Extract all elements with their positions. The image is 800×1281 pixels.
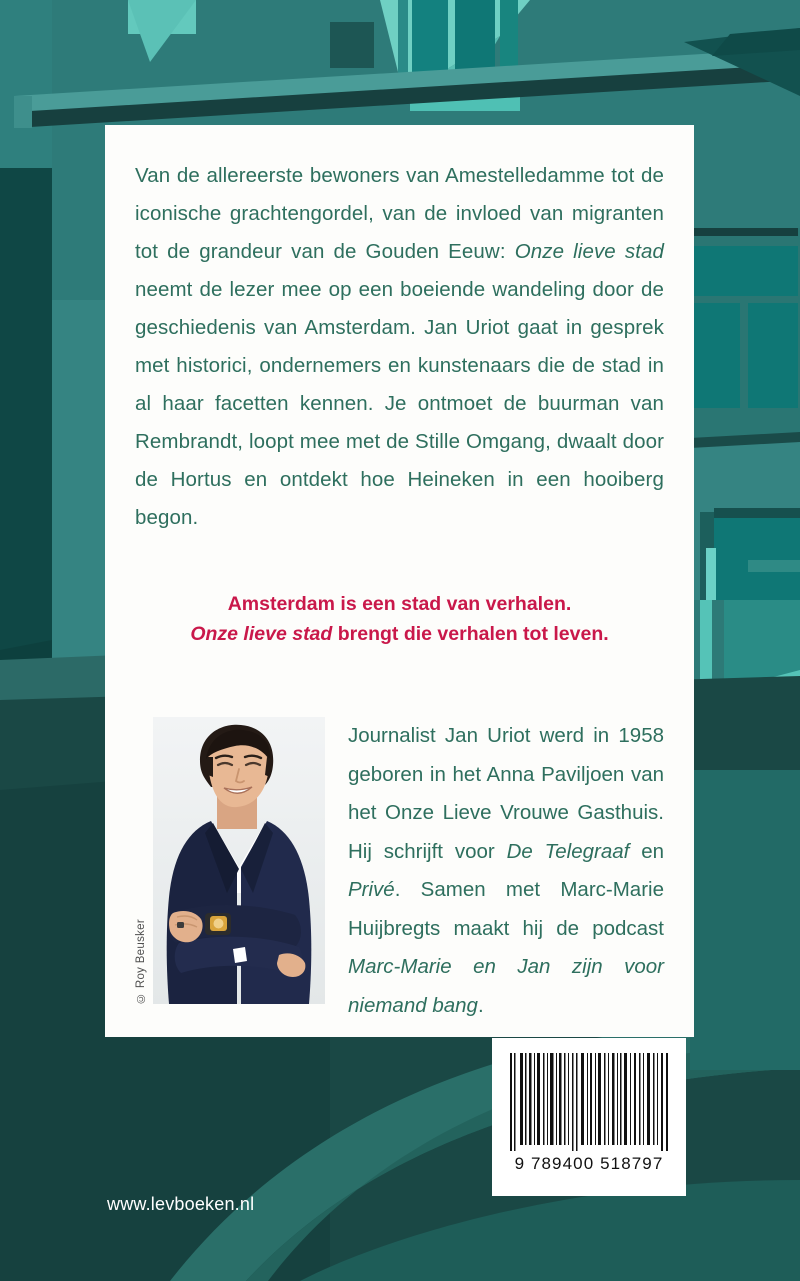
photo-credit: © Roy Beusker: [135, 919, 147, 1004]
tagline-line-1: Amsterdam is een stad van verhalen.: [227, 593, 572, 615]
bio-italic-prive: Privé: [348, 878, 395, 901]
bio-italic-podcast: Marc-Marie en Jan zijn voor niemand bang: [348, 955, 664, 1017]
barcode-number: 9 789400 518797: [514, 1154, 664, 1173]
tagline-line-2: [135, 619, 664, 649]
blurb-card: [105, 125, 694, 1037]
author-portrait: [153, 717, 325, 1004]
blurb-paragraph: [135, 157, 664, 537]
barcode-box: [492, 1038, 686, 1196]
bio-part-2: en: [629, 839, 665, 863]
author-block: [135, 717, 664, 1025]
tagline-line-2-rest: brengt die verhalen tot leven.: [332, 623, 609, 645]
bio-part-4: .: [477, 993, 484, 1017]
bio-part-3: . Samen met Marc-Marie Huijbregts maakt hij de podcast: [348, 878, 664, 940]
publisher-website[interactable]: www.levboeken.nl: [107, 1194, 255, 1214]
barcode-icon: [508, 1053, 670, 1151]
bio-italic-telegraaf: De Telegraaf: [506, 839, 630, 863]
blurb-text-part-1: Van de allereerste bewoners van Amestelledamme tot de iconische grachtengordel, van de invloed van migranten tot de grandeur van de Gouden Eeuw:: [135, 164, 664, 263]
author-biography: [334, 717, 664, 1025]
blurb-text-part-2: neemt de lezer mee op een boeiende wandeling door de geschiedenis van Amsterdam. Jan Uriot gaat in gesprek met historici, ondernemers en kunstenaars die de stad in al haar facetten kennen. Je ontmoet de buurman van Rembrandt, loopt mee met de Stille Omgang, dwaalt door de Hortus en ontdekt hoe Heineken in een hooiberg begon.: [135, 278, 664, 529]
bio-part-1: Journalist Jan Uriot werd in 1958 geboren in het Anna Paviljoen van het Onze Lieve Vrouwe Gasthuis. Hij schrijft voor: [348, 724, 664, 863]
tagline-title-italic: Onze lieve stad: [190, 623, 333, 645]
author-photo-wrapper: [135, 717, 334, 1004]
book-title-italic: Onze lieve stad: [514, 240, 664, 263]
tagline: [135, 589, 664, 649]
